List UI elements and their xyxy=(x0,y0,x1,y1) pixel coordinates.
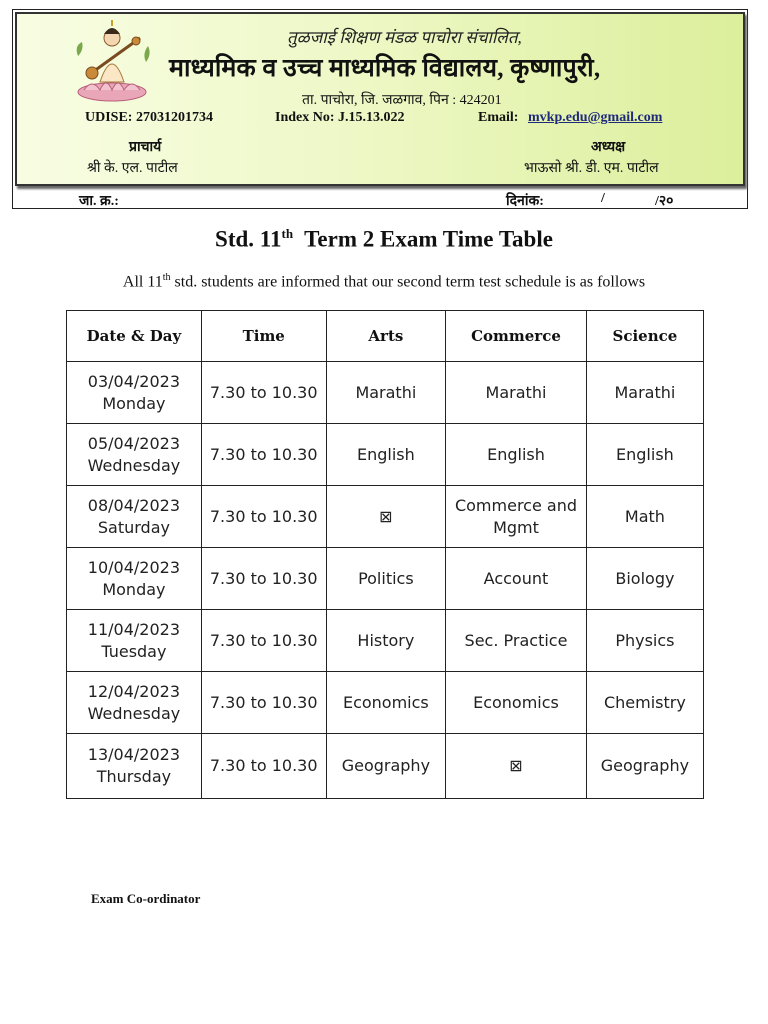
table-row xyxy=(67,548,704,610)
cell-commerce: Sec. Practice xyxy=(446,610,587,672)
cell-time: 7.30 to 10.30 xyxy=(201,424,326,486)
title-prefix: Std. 11 xyxy=(215,226,282,252)
exam-date: 12/04/2023 xyxy=(87,681,181,701)
intro-text xyxy=(0,272,768,291)
email-label: Email: xyxy=(478,110,519,125)
school-name: माध्यमिक व उच्च माध्यमिक विद्यालय, कृष्णापुरी, xyxy=(169,55,601,82)
date-year: /२० xyxy=(655,194,674,209)
school-address: ता. पाचोरा, जि. जळगाव, पिन : 424201 xyxy=(302,93,502,108)
cell-time: 7.30 to 10.30 xyxy=(201,362,326,424)
exam-day: Wednesday xyxy=(87,703,181,723)
title-rest: Term 2 Exam Time Table xyxy=(304,226,553,252)
cell-science: Biology xyxy=(586,548,703,610)
cell-science: Marathi xyxy=(586,362,703,424)
cell-arts: English xyxy=(326,424,446,486)
principal-name: श्री के. एल. पाटील xyxy=(87,161,178,176)
cell-science: Math xyxy=(586,486,703,548)
exam-day: Wednesday xyxy=(87,455,181,475)
document-title xyxy=(0,226,768,253)
exam-date: 08/04/2023 xyxy=(87,495,181,515)
exam-day: Thursday xyxy=(96,767,172,786)
date-label: दिनांक: xyxy=(506,194,544,209)
table-row xyxy=(67,362,704,424)
table-row xyxy=(67,672,704,734)
cell-commerce: English xyxy=(446,424,587,486)
index-number: Index No: J.15.13.022 xyxy=(275,110,405,125)
letterhead xyxy=(12,9,748,209)
cell-science: Physics xyxy=(586,610,703,672)
header-science: Science xyxy=(586,311,703,362)
exam-date: 13/04/2023 xyxy=(87,745,181,764)
cell-date-day xyxy=(67,672,202,734)
letterhead-banner xyxy=(15,12,745,186)
cell-date-day xyxy=(67,362,202,424)
cell-arts: Economics xyxy=(326,672,446,734)
cell-arts: History xyxy=(326,610,446,672)
table-header-row xyxy=(67,311,704,362)
exam-date: 05/04/2023 xyxy=(87,433,181,453)
cell-date-day xyxy=(67,424,202,486)
cell-commerce: Commerce and Mgmt xyxy=(446,486,587,548)
cell-arts: Marathi xyxy=(326,362,446,424)
intro-superscript: th xyxy=(162,272,171,283)
exam-day: Saturday xyxy=(97,517,170,537)
exam-timetable xyxy=(66,310,704,799)
table-row xyxy=(67,424,704,486)
principal-title: प्राचार्य xyxy=(129,140,162,155)
president-name: भाऊसो श्री. डी. एम. पाटील xyxy=(524,161,659,176)
date-slash: / xyxy=(601,191,605,206)
header-commerce: Commerce xyxy=(446,311,587,362)
president-title: अध्यक्ष xyxy=(591,140,626,155)
cell-date-day xyxy=(67,548,202,610)
header-arts: Arts xyxy=(326,311,446,362)
table-row xyxy=(67,734,704,799)
intro-part1: All 11 xyxy=(122,273,163,291)
udise-number: UDISE: 27031201734 xyxy=(85,110,213,125)
cell-commerce: Economics xyxy=(446,672,587,734)
cell-commerce: Marathi xyxy=(446,362,587,424)
cell-date-day xyxy=(67,486,202,548)
header-time: Time xyxy=(201,311,326,362)
cell-time: 7.30 to 10.30 xyxy=(201,486,326,548)
email-link[interactable]: mvkp.edu@gmail.com xyxy=(528,110,663,125)
cell-science: Geography xyxy=(586,734,703,799)
cell-date-day xyxy=(67,734,202,799)
cell-arts: Geography xyxy=(326,734,446,799)
cell-science: Chemistry xyxy=(586,672,703,734)
cell-arts: Politics xyxy=(326,548,446,610)
exam-day: Tuesday xyxy=(101,641,167,661)
exam-date: 11/04/2023 xyxy=(87,619,181,639)
cell-science: English xyxy=(586,424,703,486)
trust-tagline: तुळजाई शिक्षण मंडळ पाचोरा संचालित, xyxy=(287,28,522,47)
reference-number-label: जा. क्र.: xyxy=(79,194,119,209)
intro-part2: std. students are informed that our second term test schedule is as follows xyxy=(170,273,646,291)
cell-arts: ⊠ xyxy=(326,486,446,548)
saraswati-logo-icon xyxy=(70,16,154,104)
table-row xyxy=(67,486,704,548)
cell-time: 7.30 to 10.30 xyxy=(201,610,326,672)
exam-coordinator-signature: Exam Co-ordinator xyxy=(91,891,201,906)
header-date-day: Date & Day xyxy=(67,311,202,362)
table-row xyxy=(67,610,704,672)
exam-day: Monday xyxy=(102,579,166,599)
exam-date: 10/04/2023 xyxy=(87,557,181,577)
cell-commerce: ⊠ xyxy=(446,734,587,799)
exam-date: 03/04/2023 xyxy=(87,371,181,391)
cell-time: 7.30 to 10.30 xyxy=(201,548,326,610)
timetable-body xyxy=(67,362,704,799)
exam-day: Monday xyxy=(102,393,166,413)
cell-time: 7.30 to 10.30 xyxy=(201,734,326,799)
cell-commerce: Account xyxy=(446,548,587,610)
title-superscript: th xyxy=(281,226,294,241)
cell-date-day xyxy=(67,610,202,672)
cell-time: 7.30 to 10.30 xyxy=(201,672,326,734)
